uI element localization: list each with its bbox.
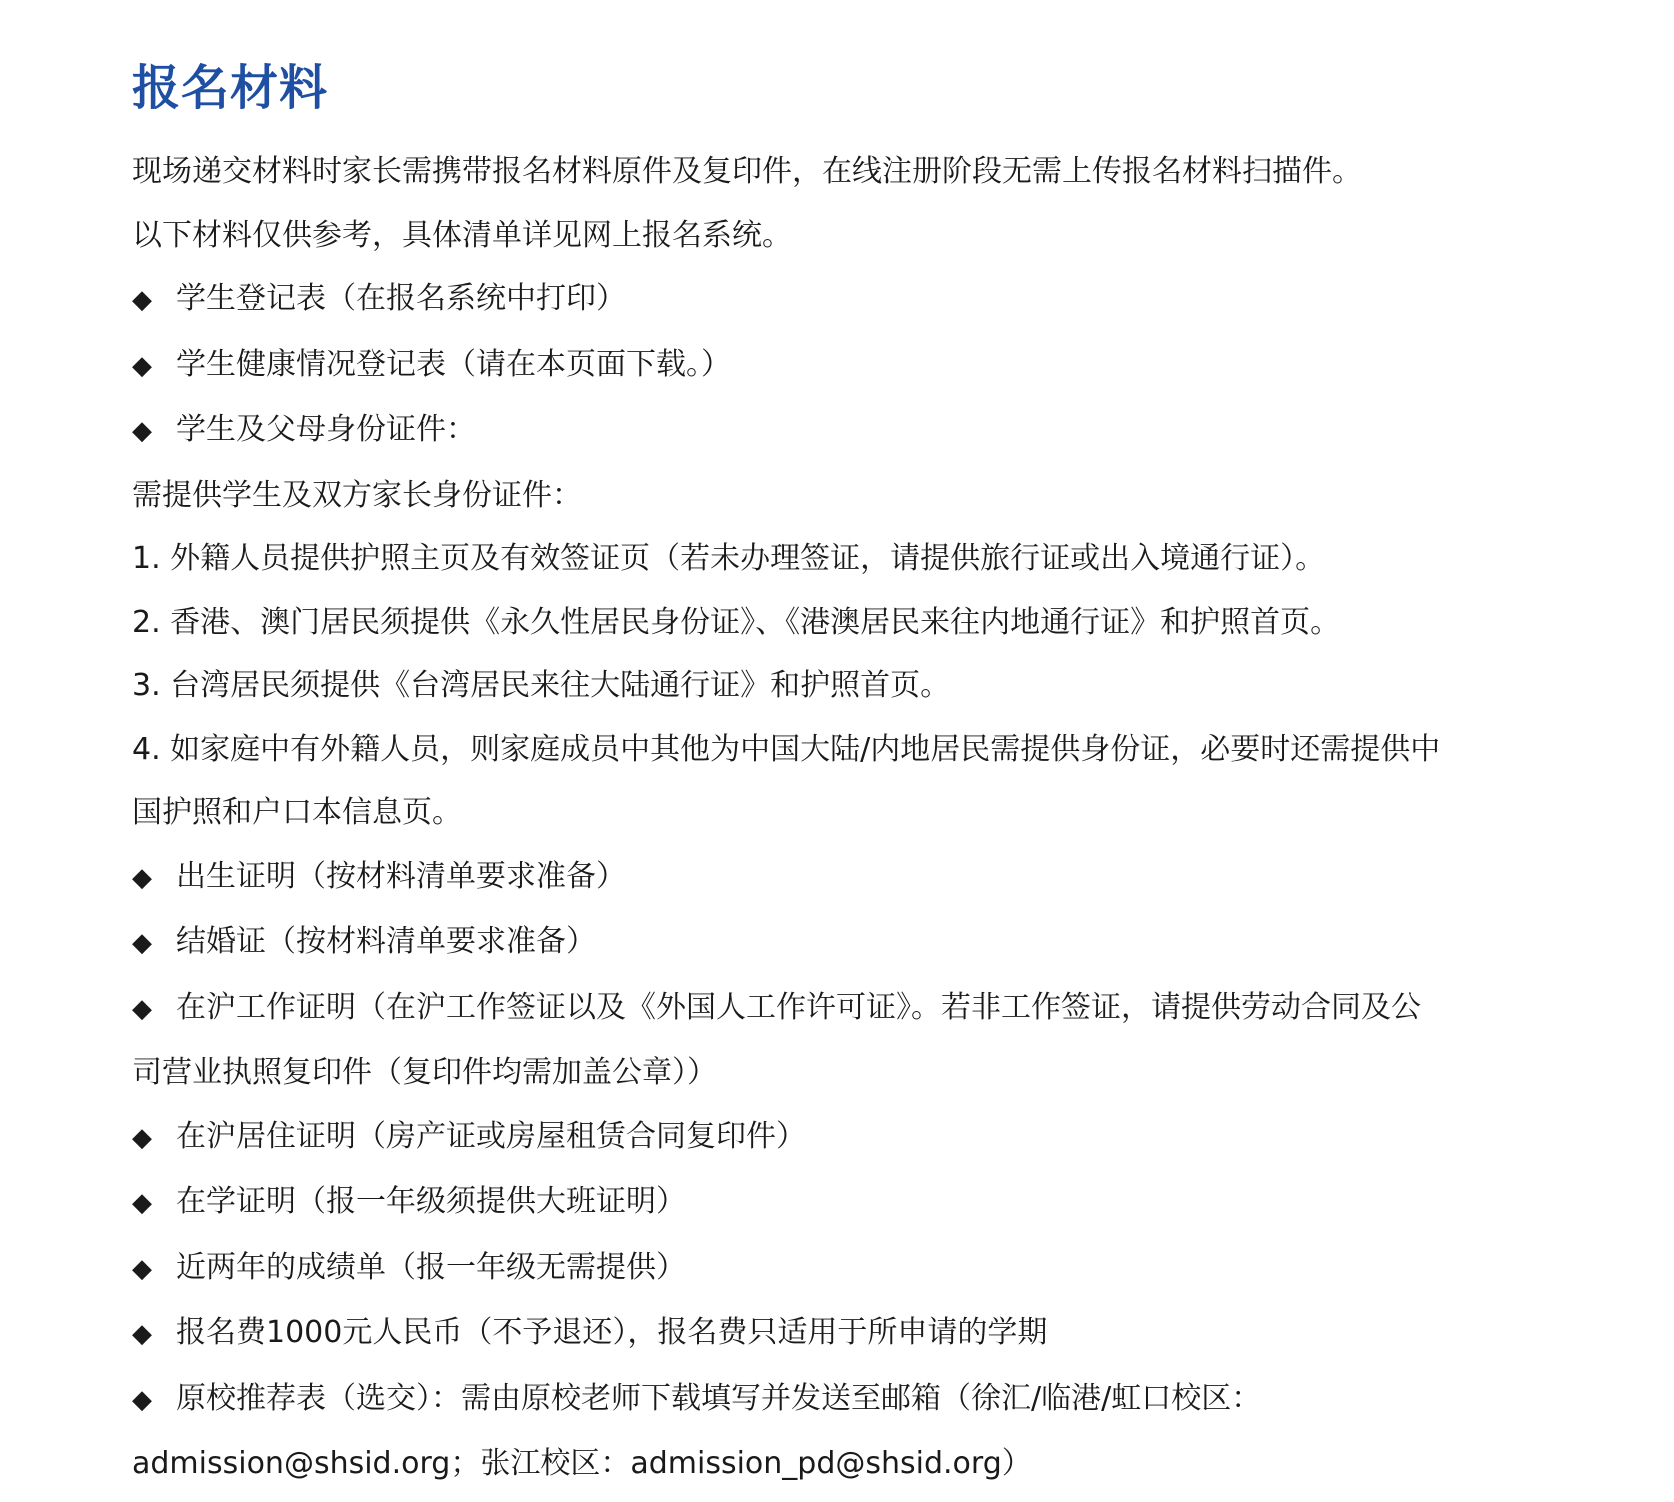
text-line <box>132 1041 1552 1105</box>
diamond-bullet-icon: ◆ <box>132 1384 152 1415</box>
line-text: 结婚证（按材料清单要求准备） <box>176 924 596 959</box>
diamond-bullet-icon: ◆ <box>132 993 152 1024</box>
diamond-bullet-icon: ◆ <box>132 1253 152 1284</box>
line-text: 需提供学生及双方家长身份证件： <box>132 477 582 513</box>
line-text: 在沪工作证明（在沪工作签证以及《外国人工作许可证》。若非工作签证，请提供劳动合同及公 <box>176 989 1421 1025</box>
diamond-bullet-icon: ◆ <box>132 285 152 315</box>
line-text: 在沪居住证明（房产证或房屋租赁合同复印件） <box>176 1118 806 1154</box>
diamond-bullet-icon: ◆ <box>132 928 152 958</box>
text-line <box>132 464 1552 528</box>
line-text: 现场递交材料时家长需携带报名材料原件及复印件，在线注册阶段无需上传报名材料扫描件。 <box>132 154 1362 189</box>
text-line <box>132 527 1552 591</box>
diamond-bullet-icon: ◆ <box>132 1122 152 1153</box>
line-text: 原校推荐表（选交）：需由原校老师下载填写并发送至邮箱（徐汇/临港/虹口校区： <box>176 1380 1262 1416</box>
bullet-item <box>132 1170 1552 1236</box>
line-text: 国护照和户口本信息页。 <box>132 795 462 830</box>
text-line <box>132 718 1552 782</box>
bullet-item <box>132 1236 1552 1302</box>
line-text: admission@shsid.org；张江校区：admission_pd@shsid.org） <box>132 1446 1032 1481</box>
text-line <box>132 591 1552 655</box>
bullet-item <box>132 1105 1552 1171</box>
diamond-bullet-icon: ◆ <box>132 416 152 446</box>
content-area <box>132 46 1552 1496</box>
text-line <box>132 1432 1552 1496</box>
page-title: 报名材料 <box>132 60 329 116</box>
line-text: 1. 外籍人员提供护照主页及有效签证页（若未办理签证，请提供旅行证或出入境通行证）。 <box>132 541 1326 576</box>
line-text: 近两年的成绩单（报一年级无需提供） <box>176 1249 686 1285</box>
bullet-item <box>132 910 1552 976</box>
diamond-bullet-icon: ◆ <box>132 862 152 893</box>
text-line <box>132 654 1552 718</box>
text-line <box>132 781 1552 845</box>
bullet-item <box>132 398 1552 464</box>
diamond-bullet-icon: ◆ <box>132 1188 152 1218</box>
bullet-item <box>132 1367 1552 1433</box>
line-text: 出生证明（按材料清单要求准备） <box>176 858 626 894</box>
line-text: 2. 香港、澳门居民须提供《永久性居民身份证》、《港澳居民来往内地通行证》和护照首页。 <box>132 604 1341 640</box>
line-text: 学生及父母身份证件： <box>176 412 476 447</box>
bullet-item <box>132 1301 1552 1367</box>
line-text: 在学证明（报一年级须提供大班证明） <box>176 1184 686 1219</box>
bullet-item <box>132 976 1552 1042</box>
diamond-bullet-icon: ◆ <box>132 1319 152 1349</box>
diamond-bullet-icon: ◆ <box>132 350 152 381</box>
line-text: 司营业执照复印件（复印件均需加盖公章）） <box>132 1055 717 1090</box>
line-text: 4. 如家庭中有外籍人员，则家庭成员中其他为中国大陆/内地居民需提供身份证，必要时还需提供中 <box>132 731 1441 767</box>
bullet-item <box>132 333 1552 399</box>
text-line <box>132 204 1552 268</box>
materials-list <box>132 140 1552 1496</box>
line-text: 学生健康情况登记表（请在本页面下载。） <box>176 346 731 382</box>
bullet-item <box>132 267 1552 333</box>
line-text: 学生登记表（在报名系统中打印） <box>176 281 626 316</box>
line-text: 以下材料仅供参考，具体清单详见网上报名系统。 <box>132 217 792 253</box>
line-text: 报名费1000元人民币（不予退还），报名费只适用于所申请的学期 <box>176 1315 1048 1350</box>
text-line <box>132 140 1552 204</box>
line-text: 3. 台湾居民须提供《台湾居民来往大陆通行证》和护照首页。 <box>132 668 951 703</box>
bullet-item <box>132 845 1552 911</box>
